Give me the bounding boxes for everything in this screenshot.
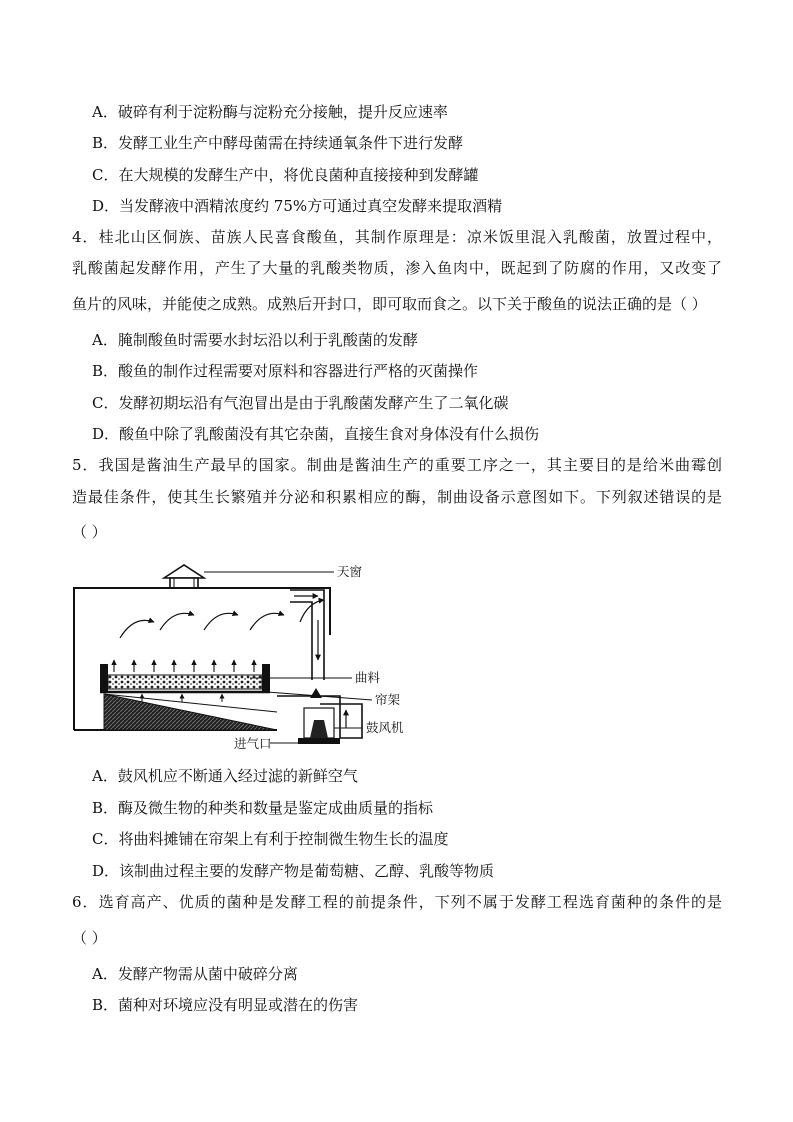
- q3-option-b: B．发酵工业生产中酵母菌需在持续通氧条件下进行发酵: [92, 134, 464, 152]
- q6-stem-line-2: （ ）: [72, 929, 107, 947]
- q3-option-a: A．破碎有利于淀粉酶与淀粉充分接触，提升反应速率: [92, 103, 448, 121]
- label-inlet: 进气口: [234, 736, 272, 751]
- q5-option-c: C．将曲料摊铺在帘架上有利于控制微生物生长的温度: [92, 830, 449, 848]
- skylight-icon: [164, 565, 204, 588]
- koji-equipment-diagram: [72, 560, 412, 760]
- tray-under-arrows: [142, 694, 222, 702]
- q5-stem-line-2: 造最佳条件，使其生长繁殖并分泌和积累相应的酶，制曲设备示意图如下。下列叙述错误的是: [72, 488, 722, 506]
- q6-stem-line-1: 6．选育高产、优质的菌种是发酵工程的前提条件，下列不属于发酵工程选育菌种的条件的是: [72, 893, 722, 911]
- q4-stem-line-2: 乳酸菌起发酵作用，产生了大量的乳酸类物质，渗入鱼肉中，既起到了防腐的作用，又改变了: [72, 259, 722, 277]
- label-skylight: 天窗: [337, 564, 363, 579]
- q4-option-c: C．发酵初期坛沿有气泡冒出是由于乳酸菌发酵产生了二氧化碳: [92, 394, 509, 412]
- q4-option-d: D．酸鱼中除了乳酸菌没有其它杂菌，直接生食对身体没有什么损伤: [92, 425, 540, 443]
- q5-stem-line-3: （ ）: [72, 523, 107, 541]
- koji-tray: [100, 664, 270, 692]
- label-rack: 帘架: [375, 692, 401, 707]
- airflow-arrows: [120, 600, 324, 638]
- label-blower: 鼓风机: [366, 720, 404, 735]
- label-koji: 曲料: [355, 670, 381, 685]
- air-chamber: [104, 694, 277, 730]
- q5-option-a: A．鼓风机应不断通入经过滤的新鲜空气: [92, 767, 358, 785]
- q4-option-a: A．腌制酸鱼时需要水封坛沿以利于乳酸菌的发酵: [92, 331, 418, 349]
- q6-option-b: B．菌种对环境应没有明显或潜在的伤害: [92, 996, 359, 1014]
- q4-stem-line-3: 鱼片的风味，并能使之成熟。成熟后开封口，即可取而食之。以下关于酸鱼的说法正确的是（ ）: [72, 295, 707, 313]
- upward-air-arrows: [114, 660, 254, 672]
- q6-option-a: A．发酵产物需从菌中破碎分离: [92, 965, 298, 983]
- q5-option-b: B．酶及微生物的种类和数量是鉴定成曲质量的指标: [92, 799, 434, 817]
- q4-stem-line-1: 4．桂北山区侗族、苗族人民喜食酸鱼，其制作原理是：凉米饭里混入乳酸菌，放置过程中，: [72, 228, 722, 246]
- q3-option-c: C．在大规模的发酵生产中，将优良菌种直接接种到发酵罐: [92, 166, 479, 184]
- q4-option-b: B．酸鱼的制作过程需要对原料和容器进行严格的灭菌操作: [92, 362, 479, 380]
- q5-stem-line-1: 5．我国是酱油生产最早的国家。制曲是酱油生产的重要工序之一，其主要目的是给米曲霉创: [72, 456, 722, 474]
- q5-option-d: D．该制曲过程主要的发酵产物是葡萄糖、乙醇、乳酸等物质: [92, 862, 495, 880]
- q3-option-d: D．当发酵液中酒精浓度约 75%方可通过真空发酵来提取酒精: [92, 197, 503, 215]
